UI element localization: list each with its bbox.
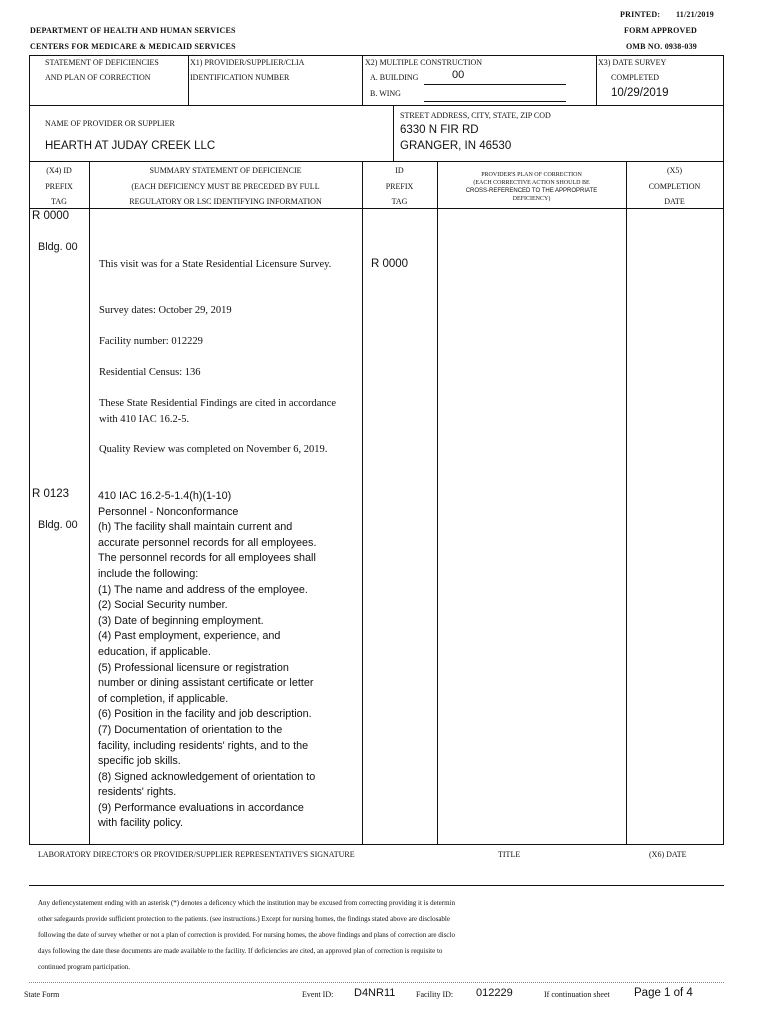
summary-header-1: SUMMARY STATEMENT OF DEFICIENCIE <box>149 166 302 175</box>
id-header-3: TAG <box>391 197 408 206</box>
id-header-1: ID <box>395 166 404 175</box>
r0123-line: (h) The facility shall maintain current and <box>98 521 293 534</box>
disclaimer-line: following the date of survey whether or not a plan of correction is provided. For nursing homes, the above findings and plans of correction are disclo <box>38 931 455 939</box>
r0123-line: (5) Professional licensure or registration <box>98 661 289 674</box>
x3-label-2: COMPLETED <box>611 73 659 82</box>
disclaimer <box>38 895 728 975</box>
r0123-line: of completion, if applicable. <box>98 692 229 705</box>
r0123-line: education, if applicable. <box>98 645 211 658</box>
x2-label: X2) MULTIPLE CONSTRUCTION <box>365 58 483 67</box>
r0123-line: (6) Position in the facility and job description. <box>98 708 312 721</box>
disclaimer-line: continued program participation. <box>38 963 130 971</box>
disclaimer-line: Any defiencystatement ending with an asterisk (*) denotes a deficency which the institution may be excused from correcting providing it is determin <box>38 899 455 907</box>
plan-header-3: CROSS-REFERENCED TO THE APPROPRIATE <box>465 188 598 194</box>
tag-r0000: R 0000 <box>32 210 70 222</box>
address-line-2: GRANGER, IN 46530 <box>400 140 512 152</box>
x5-header-3: DATE <box>664 197 685 206</box>
r0123-line: facility, including residents' rights, and to the <box>98 739 309 752</box>
r0123-line: accurate personnel records for all employees. <box>98 536 317 549</box>
x4-header-2: PREFIX <box>45 182 73 191</box>
disclaimer-line: other safegaurds provide sufficient protection to the patients. (see instructions.) Except for nursing homes, the findings stated above are disclosable <box>38 915 450 923</box>
building-value: 00 <box>452 69 465 81</box>
x4-header-3: TAG <box>51 197 67 206</box>
r0123-line: (3) Date of beginning employment. <box>98 614 264 627</box>
bldg-label-2: Bldg. 00 <box>38 519 78 531</box>
statement-label-2: AND PLAN OF CORRECTION <box>45 73 151 82</box>
event-id-label: Event ID: <box>302 990 334 999</box>
page-number: Page 1 of 4 <box>634 987 693 999</box>
x1-label-2: IDENTIFICATION NUMBER <box>190 73 290 82</box>
r0123-text <box>98 489 360 832</box>
r0123-line: (4) Past employment, experience, and <box>98 630 281 643</box>
wing-label: B. WING <box>370 89 401 98</box>
provider-name-value: HEARTH AT JUDAY CREEK LLC <box>45 140 216 152</box>
omb-number: OMB NO. 0938-039 <box>626 42 697 51</box>
r0123-line: The personnel records for all employees shall <box>98 552 316 565</box>
id-header-2: PREFIX <box>385 182 414 191</box>
plan-header-2: (EACH CORRECTIVE ACTION SHOULD BE <box>473 180 590 186</box>
r0123-line: (1) The name and address of the employee. <box>98 583 308 596</box>
tag-r0123: R 0123 <box>32 488 70 500</box>
residential-census: Residential Census: 136 <box>99 367 201 378</box>
x5-header-1: (X5) <box>666 166 683 175</box>
event-id-value: D4NR11 <box>354 987 396 999</box>
plan-header-4: DEFICIENCY) <box>512 196 551 202</box>
r0123-line: specific job skills. <box>98 755 181 768</box>
visit-paragraph: This visit was for a State Residential Licensure Survey. <box>99 259 332 270</box>
r0123-line: 410 IAC 16.2-5-1.4(h)(1-10) <box>98 490 232 502</box>
state-form-label: State Form <box>24 990 60 999</box>
r0123-line: (8) Signed acknowledgement of orientation to <box>98 770 316 783</box>
x4-header-1: (X4) ID <box>46 166 72 175</box>
facility-number: Facility number: 012229 <box>99 336 203 347</box>
cms-title: CENTERS FOR MEDICARE & MEDICAID SERVICES <box>30 42 236 51</box>
disclaimer-line: days following the date these documents are made available to the facility. If deficiencies are cited, an approved plan of correction is requisite to <box>38 947 443 955</box>
address-line-1: 6330 N FIR RD <box>400 124 479 136</box>
facility-id-value: 012229 <box>476 987 513 999</box>
signature-label: LABORATORY DIRECTOR'S OR PROVIDER/SUPPLIER REPRESENTATIVE'S SIGNATURE <box>38 850 355 859</box>
x3-label-1: X3) DATE SURVEY <box>598 58 667 67</box>
address-label: STREET ADDRESS, CITY, STATE, ZIP COD <box>400 111 551 120</box>
r0123-line: Personnel - Nonconformance <box>98 505 239 518</box>
date-label: (X6) DATE <box>649 850 687 859</box>
r0123-line: (2) Social Security number. <box>98 599 228 612</box>
provider-name-label: NAME OF PROVIDER OR SUPPLIER <box>45 119 175 128</box>
form-approved: FORM APPROVED <box>624 26 698 35</box>
printed-label: PRINTED: <box>620 10 661 19</box>
r0123-line: (9) Performance evaluations in accordance <box>98 801 304 814</box>
findings-paragraph: These State Residential Findings are cited in accordance with 410 IAC 16.2-5. <box>99 398 337 425</box>
building-label: A. BUILDING <box>370 73 419 82</box>
r0123-line: with facility policy. <box>98 817 183 830</box>
survey-date-value: 10/29/2019 <box>611 87 669 99</box>
printed-date: 11/21/2019 <box>676 10 715 19</box>
continuation-label: If continuation sheet <box>544 990 610 999</box>
summary-header-2: (EACH DEFICIENCY MUST BE PRECEDED BY FULL <box>131 182 320 191</box>
r0123-line: (7) Documentation of orientation to the <box>98 723 283 736</box>
survey-dates: Survey dates: October 29, 2019 <box>99 305 232 316</box>
x1-label-1: X1) PROVIDER/SUPPLIER/CLIA <box>190 58 305 67</box>
bldg-label-1: Bldg. 00 <box>38 241 78 253</box>
facility-id-label: Facility ID: <box>416 990 454 999</box>
quality-review: Quality Review was completed on November 6, 2019. <box>99 444 328 455</box>
prefix-r0000: R 0000 <box>371 258 409 270</box>
statement-label-1: STATEMENT OF DEFICIENCIES <box>45 58 159 67</box>
title-label: TITLE <box>498 850 521 859</box>
summary-header-3: REGULATORY OR LSC IDENTIFYING INFORMATION <box>129 197 322 206</box>
r0123-line: residents' rights. <box>98 786 177 799</box>
r0123-line: include the following: <box>98 567 199 580</box>
plan-header-1: PROVIDER'S PLAN OF CORRECTION <box>481 172 582 178</box>
x5-header-2: COMPLETION <box>648 182 701 191</box>
department-title: DEPARTMENT OF HEALTH AND HUMAN SERVICES <box>30 26 236 35</box>
r0123-line: number or dining assistant certificate or letter <box>98 677 314 690</box>
